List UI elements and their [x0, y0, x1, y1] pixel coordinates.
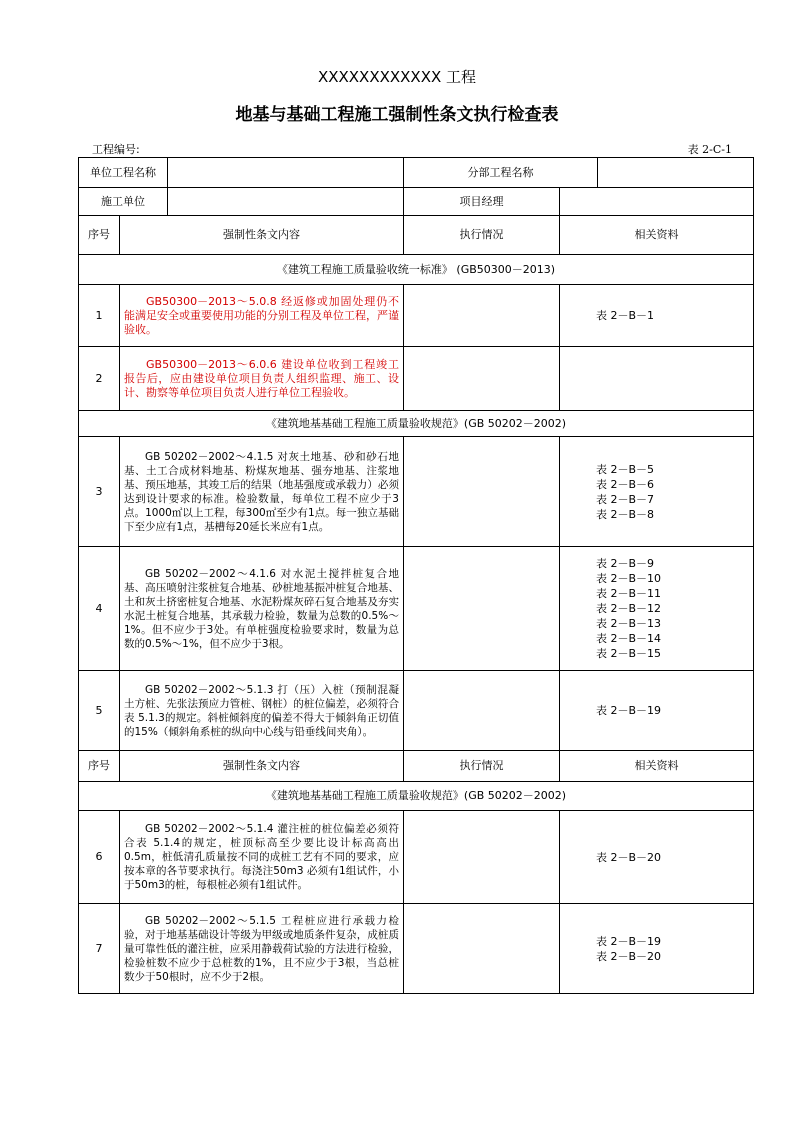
col-seq: 序号 [79, 751, 120, 782]
doc-ref: 表 2－B－6 [596, 477, 655, 491]
row-status[interactable] [404, 811, 560, 904]
doc-ref: 表 2－B－19 [596, 934, 662, 948]
sub-project-value[interactable] [598, 158, 754, 188]
row-clause: GB 50202－2002～5.1.3 打（压）入桩（预制混凝土方桩、先张法预应力管桩、钢桩）的桩位偏差，必须符合表 5.1.3的规定。斜桩倾斜度的偏差不得大于倾斜角正切值的15%（倾斜角系桩的纵向中心线与铅垂线间夹角）。 [120, 671, 404, 751]
project-title: XXXXXXXXXXXX 工程 [317, 68, 477, 86]
row-status[interactable] [404, 347, 560, 411]
row-status[interactable] [404, 671, 560, 751]
row-status[interactable] [404, 285, 560, 347]
doc-ref: 表 2－B－14 [596, 632, 662, 645]
column-header-row [79, 216, 754, 255]
row-seq: 5 [79, 671, 120, 751]
table-row [79, 437, 754, 547]
doc-ref: 表 2－B－8 [596, 507, 655, 521]
doc-ref: 表 2－B－15 [596, 647, 662, 660]
col-content: 强制性条文内容 [120, 216, 404, 255]
doc-ref: 表 2－B－10 [596, 572, 662, 585]
col-content: 强制性条文内容 [120, 751, 404, 782]
doc-ref: 表 2－B－11 [596, 587, 662, 600]
row-status[interactable] [404, 437, 560, 547]
section-title: 《建筑地基基础工程施工质量验收规范》(GB 50202－2002) [79, 782, 754, 811]
row-clause: GB50300－2013～5.0.8 经返修或加固处理仍不能满足安全或重要使用功能的分别工程及单位工程，严谨验收。 [120, 285, 404, 347]
section-row [79, 411, 754, 437]
table-row [79, 904, 754, 994]
section-row [79, 255, 754, 285]
col-status: 执行情况 [404, 216, 560, 255]
unit-project-value[interactable] [168, 158, 403, 187]
row-docs [560, 437, 754, 547]
info-row-contractor [79, 188, 754, 216]
form-title: 地基与基础工程施工强制性条文执行检查表 [235, 105, 559, 125]
col-status: 执行情况 [404, 751, 560, 782]
doc-ref: 表 2－B－13 [596, 617, 662, 630]
section-title: 《建筑工程施工质量验收统一标准》 (GB50300－2013) [79, 255, 754, 285]
table-row [79, 811, 754, 904]
contractor-label: 施工单位 [79, 188, 168, 215]
col-docs: 相关资料 [560, 751, 754, 782]
row-docs [560, 904, 754, 994]
info-row-unit [79, 158, 754, 188]
row-clause: GB 50202－2002～5.1.5 工程桩应进行承载力检验，对于地基基础设计等级为甲级或地质条件复杂，成桩质量可靠性低的灌注桩，应采用静载荷试验的方法进行检验，检验桩数不应少于总桩数的1%，且不应少于3根，当总桩数少于50根时，应不少于2根。 [120, 904, 404, 994]
doc-ref: 表 2－B－20 [596, 949, 662, 963]
doc-ref: 表 2－B－20 [596, 850, 662, 864]
row-docs [560, 285, 754, 347]
row-docs [560, 347, 754, 411]
form-number: 表 2-C-1 [687, 143, 732, 156]
table-row [79, 671, 754, 751]
row-seq: 3 [79, 437, 120, 547]
row-status[interactable] [404, 904, 560, 994]
section-title: 《建筑地基基础工程施工质量验收规范》(GB 50202－2002) [79, 411, 754, 437]
doc-ref: 表 2－B－5 [596, 462, 655, 476]
row-clause: GB 50202－2002～5.1.4 灌注桩的桩位偏差必须符合表 5.1.4的规定，桩顶标高至少要比设计标高高出0.5m，桩低清孔质量按不同的成桩工艺有不同的要求，应按本章的各节要求执行。每浇注50m3 必须有1组试件，小于50m3的桩，每根桩必须有1组试件。 [120, 811, 404, 904]
doc-ref: 表 2－B－1 [596, 309, 655, 322]
table-row [79, 347, 754, 411]
table-row [79, 547, 754, 671]
row-seq: 2 [79, 347, 120, 411]
row-clause: GB 50202－2002～4.1.5 对灰土地基、砂和砂石地基、土工合成材料地基、粉煤灰地基、强夯地基、注浆地基、预压地基，其竣工后的结果（地基强度或承载力）必须达到设计要求的标准。检验数量，每单位工程不应少于3点。1000㎡以上工程，每300㎡至少有1点。每一独立基础下至少应有1点，基槽每20延长米应有1点。 [120, 437, 404, 547]
manager-value[interactable] [560, 188, 754, 216]
row-clause: GB50300－2013～6.0.6 建设单位收到工程竣工报告后，应由建设单位项目负责人组织监理、施工、设计、勘察等单位项目负责人进行单位工程验收。 [120, 347, 404, 411]
inspection-table [78, 157, 754, 994]
row-seq: 6 [79, 811, 120, 904]
row-status[interactable] [404, 547, 560, 671]
row-docs [560, 547, 754, 671]
col-seq: 序号 [79, 216, 120, 255]
contractor-value[interactable] [168, 188, 403, 215]
doc-ref: 表 2－B－9 [596, 557, 655, 570]
row-seq: 7 [79, 904, 120, 994]
unit-project-label: 单位工程名称 [79, 158, 168, 187]
column-header-row [79, 751, 754, 782]
section-row [79, 782, 754, 811]
row-seq: 1 [79, 285, 120, 347]
col-docs: 相关资料 [560, 216, 754, 255]
row-clause: GB 50202－2002～4.1.6 对水泥土搅拌桩复合地基、高压喷射注浆桩复合地基、砂桩地基振冲桩复合地基、土和灰土挤密桩复合地基、水泥粉煤灰碎石复合地基及夯实水泥土桩复合地基，其承载力检验，数量为总数的0.5%～1%。但不应少于3处。有单桩强度检验要求时，数量为总数的0.5%～1%，但不应少于3根。 [120, 547, 404, 671]
sub-project-label: 分部工程名称 [404, 158, 598, 188]
table-row [79, 285, 754, 347]
manager-label: 项目经理 [404, 188, 560, 216]
doc-ref: 表 2－B－7 [596, 492, 655, 506]
project-code-label: 工程编号: [92, 143, 140, 156]
row-seq: 4 [79, 547, 120, 671]
row-docs [560, 671, 754, 751]
row-docs [560, 811, 754, 904]
doc-ref: 表 2－B－12 [596, 602, 662, 615]
doc-ref: 表 2－B－19 [596, 704, 662, 717]
